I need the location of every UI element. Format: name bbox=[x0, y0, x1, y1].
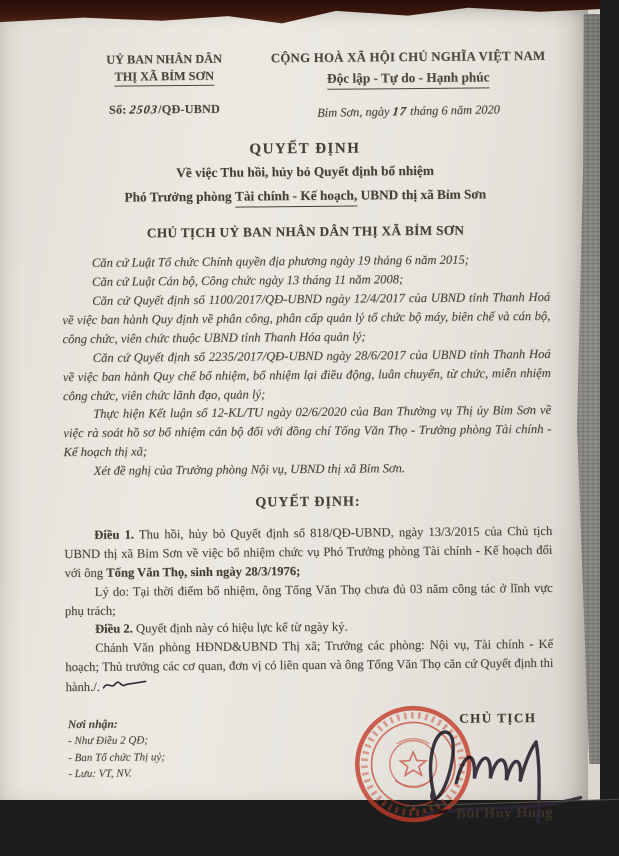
legal-basis-section bbox=[62, 250, 552, 481]
org-name-line2: THỊ XÃ BỈM SƠN bbox=[60, 67, 268, 87]
national-motto: Độc lập - Tự do - Hạnh phúc bbox=[268, 68, 548, 90]
article-2: Điều 2. Quyết định này có hiệu lực kể từ ngày ký. bbox=[94, 620, 348, 637]
article-1: Điều 1. Thu hồi, hủy bỏ Quyết định số 818/QĐ-UBND, ngày 13/3/2015 của Chủ tịch UBND thị xã Bỉm Sơn về việc bổ nhiệm chức vụ Phó Trưởng phòng Tài chính - Kế hoạch đối với ông Tống Văn Thọ, sinh ngày 28/3/1976; bbox=[64, 523, 553, 580]
title-subject-line2: Phó Trưởng phòng Tài chính - Kế hoạch, UBND thị xã Bỉm Sơn bbox=[61, 185, 549, 210]
title-block bbox=[61, 139, 550, 242]
signer-name: Bùi Huy Hùng bbox=[456, 804, 554, 822]
document-content bbox=[60, 48, 555, 856]
handwritten-day: 17 bbox=[391, 104, 408, 119]
document-paper bbox=[0, 8, 588, 822]
recipient-item: - Lưu: VT, NV. bbox=[68, 767, 132, 781]
articles-section bbox=[64, 522, 553, 697]
org-name-line1: UỶ BAN NHÂN DÂN bbox=[106, 51, 223, 67]
issuing-org-block bbox=[60, 50, 269, 123]
handwritten-initials bbox=[102, 677, 148, 693]
signature-block bbox=[66, 702, 555, 856]
legal-basis-paragraph: Căn cứ Luật Cán bộ, Công chức ngày 13 tháng 11 năm 2008; bbox=[91, 272, 404, 290]
recipient-item: - Như Điều 2 QĐ; bbox=[67, 734, 149, 748]
legal-basis-paragraph: Xét đề nghị của Trưởng phòng Nội vụ, UBND thị xã Bỉm Sơn. bbox=[93, 461, 406, 478]
document-title: QUYẾT ĐỊNH bbox=[249, 140, 361, 158]
handwritten-number: 2503 bbox=[129, 102, 159, 117]
document-number: Số: 2503/QĐ-UBND bbox=[108, 101, 221, 117]
title-subject-line1: Về việc Thu hồi, hủy bỏ Quyết định bổ nhiệm bbox=[176, 162, 434, 181]
legal-basis-paragraph: Căn cứ Quyết định số 1100/2017/QĐ-UBND ngày 12/4/2017 của UBND tỉnh Thanh Hoá về việc ban hành Quy định về phân công, phân cấp quản lý tổ chức bộ máy, biên chế và cán bộ, công chức, viên chức thuộc UBND tỉnh Thanh Hóa quản lý; bbox=[62, 289, 551, 346]
signer-title: CHỦ TỊCH bbox=[459, 710, 537, 726]
document-header bbox=[60, 48, 549, 123]
legal-basis-paragraph: Căn cứ Quyết định số 2235/2017/QĐ-UBND ngày 28/6/2017 của UBND tỉnh Thanh Hoá về việc ban hành Quy chế bổ nhiệm, bổ nhiệm lại điều động, luân chuyển, từ chức, miễn nhiệm công chức, viên chức lãnh đạo, quản lý; bbox=[62, 346, 551, 403]
recipient-item: - Ban Tổ chức Thị uỷ; bbox=[68, 751, 165, 764]
national-motto-block bbox=[268, 48, 549, 122]
legal-basis-paragraph: Thực hiện Kết luận số 12-KL/TU ngày 02/6/2020 của Ban Thường vụ Thị ủy Bỉm Sơn về việc rà soát hồ sơ bổ nhiệm cán bộ đối với đồng chí Tống Văn Thọ - Trưởng phòng Tài chính - Kế hoạch thị xã; bbox=[63, 403, 552, 460]
decision-heading: QUYẾT ĐỊNH: bbox=[255, 494, 361, 511]
place-date-line: Bỉm Sơn, ngày 17 tháng 6 năm 2020 bbox=[317, 102, 501, 121]
recipients-label: Nơi nhận: bbox=[67, 717, 118, 732]
recipients-block bbox=[68, 715, 165, 783]
reason-paragraph: Lý do: Tại thời điểm bổ nhiệm, ông Tống Văn Thọ chưa đủ 03 năm công tác ở lĩnh vực phụ trách; bbox=[64, 580, 553, 618]
national-title: CỘNG HOÀ XÃ HỘI CHỦ NGHĨA VIỆT NAM bbox=[270, 48, 546, 66]
issuing-authority: CHỦ TỊCH UỶ BAN NHÂN DÂN THỊ XÃ BỈM SƠN bbox=[146, 222, 465, 241]
legal-basis-paragraph: Căn cứ Luật Tổ chức Chính quyền địa phương ngày 19 tháng 6 năm 2015; bbox=[91, 252, 470, 271]
implementation-paragraph: Chánh Văn phòng HĐND&UBND Thị xã; Trưởng các phòng: Nội vụ, Tài chính - Kế hoạch; Thủ trưởng các cơ quan, đơn vị có liên quan và ông Tống Văn Thọ căn cứ Quyết định thi hành./. bbox=[65, 637, 554, 695]
